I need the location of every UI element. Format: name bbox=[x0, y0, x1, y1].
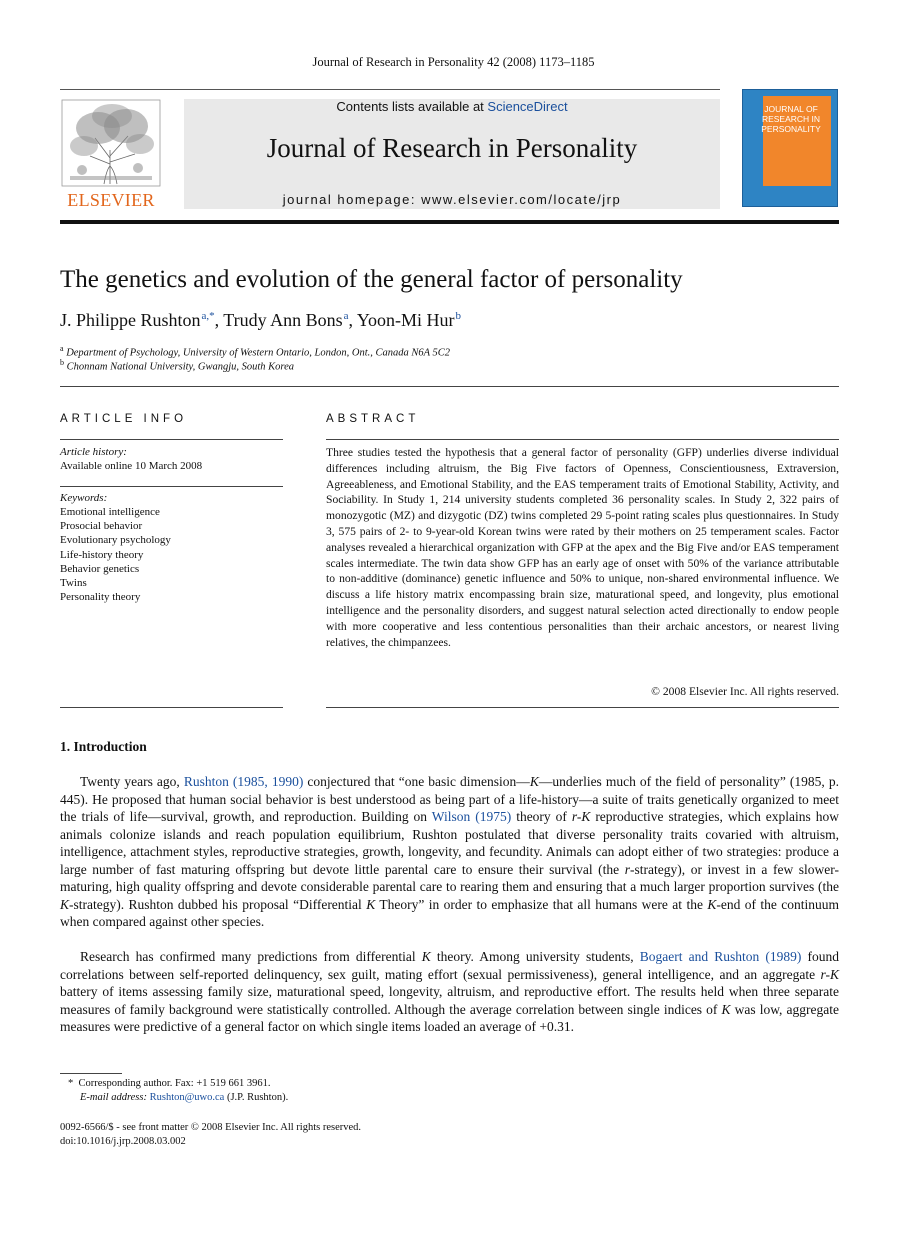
cover-line: JOURNAL OF bbox=[764, 104, 818, 114]
abstract-rule bbox=[326, 439, 839, 440]
affiliation: $^b$ Chonnam National University, Gwangju, South Korea bbox=[60, 358, 295, 373]
keyword-item: Emotional intelligence bbox=[60, 506, 160, 518]
journal-cover-thumbnail[interactable] bbox=[742, 89, 838, 207]
email-link[interactable]: Rushton@uwo.ca bbox=[149, 1092, 225, 1103]
keyword-item: Behavior genetics bbox=[60, 562, 140, 575]
contents-prefix: Contents lists available at bbox=[336, 99, 488, 114]
elsevier-wordmark: ELSEVIER bbox=[67, 190, 155, 210]
article-history-label: Article history: bbox=[60, 446, 127, 458]
article-title: The genetics and evolution of the general factor of personality bbox=[60, 266, 683, 293]
keywords-list bbox=[60, 505, 283, 604]
abstract-text: Three studies tested the hypothesis that a general factor of personality (GFP) underlies diverse individual differences including altruism, the Big Five factors of Openness, Conscientiousness, Extraversion, Agreeableness, and Emotional Stability, and the EAS temperament traits of Emotional Stability, Activity, and Sociability. In Study 1, 214 university students completed 36 personality scales. In Study 2, 322 pairs of monozygotic (MZ) and dizygotic (DZ) twins completed 29 5-point rating scales plus questionnaires. In Study 3, 575 pairs of 2- to 9-year-old Korean twins were rated by their mothers on 25 temperament scales. Factor analyses revealed a hierarchical organization with GFP at the apex and the Big Five and/or EAS temperament scales intermediate. The twin data show GFP has an early age of onset with 50% of the variance attributable to non-additive (dominance) genetic influence and 50% to unique, non-shared environmental influence. We discuss a life history matrix encompassing brain size, maturational speed, and longevity, plus emotional intelligence and the personality disorders, and suggest natural selection acted directionally to endow people with more cooperative and less contentious personalities than their archaic ancestors, or nearest living relatives, the chimpanzees. bbox=[326, 446, 839, 649]
cover-title bbox=[743, 104, 839, 134]
journal-name: Journal of Research in Personality bbox=[266, 133, 638, 163]
cover-line: PERSONALITY bbox=[761, 124, 821, 134]
cover-line: RESEARCH IN bbox=[761, 114, 821, 124]
contents-available-line bbox=[184, 99, 720, 114]
issn-line: 0092-6566/$ - see front matter © 2008 Elsevier Inc. All rights reserved. bbox=[60, 1122, 362, 1133]
keyword-item: Personality theory bbox=[60, 591, 141, 604]
keyword-item: Prosocial behavior bbox=[60, 520, 143, 533]
affiliation: $^a$ Department of Psychology, University of Western Ontario, London, Ont., Canada N6A 5C2 bbox=[60, 344, 451, 359]
running-head: Journal of Research in Personality 42 (2008) 1173–1185 bbox=[312, 55, 595, 69]
header-thick-rule bbox=[60, 220, 839, 224]
article-info-heading: ARTICLE INFO bbox=[60, 413, 188, 425]
article-history-value: Available online 10 March 2008 bbox=[60, 460, 203, 472]
keywords-label: Keywords: bbox=[60, 492, 108, 504]
sciencedirect-link[interactable]: ScienceDirect bbox=[487, 99, 568, 114]
author-affil-sup[interactable]: a,* bbox=[201, 310, 215, 322]
top-rule bbox=[60, 89, 720, 90]
article-info-rule bbox=[60, 439, 283, 440]
author-name[interactable]: J. Philippe Rushton bbox=[60, 310, 201, 330]
email-note: E-mail address: Rushton@uwo.ca (J.P. Rushton). bbox=[80, 1092, 289, 1103]
body-paragraph: Twenty years ago, Rushton (1985, 1990) conjectured that “one basic dimension—K—underlies much of the field of personality” (1985, p. 445). He proposed that human social behavior is best understood as being part of a life-history—a suite of traits genetically organized to meet the trials of life—survival, growth, and reproduction. Building on Wilson (1975) theory of r-K reproductive strategies, which explains how animals colonize islands and reach population equilibrium, Rushton postulated that diverse personality traits covaried with altruism, intelligence, attachment styles, reproductive strategies, growth, longevity, and fecundity. Animals can adopt either of two strategies: produce a large number of fast maturing offspring but devote little parental care to ensure their survival (the r-strategy), or invest in a few slower-maturing, high quality offspring and devote considerable parental care to rearing them and ensuring that a much larger proportion survives (the K-strategy). Rushton dubbed his proposal “Differential K Theory” in order to emphasize that all humans were at the K-end of the continuum when compared against other species. bbox=[60, 774, 840, 929]
citation-link[interactable]: Wilson (1975) bbox=[431, 809, 512, 824]
abstract-rule bbox=[326, 707, 839, 708]
author-name[interactable]: Trudy Ann Bons bbox=[223, 310, 343, 330]
keyword-item: Twins bbox=[60, 576, 87, 589]
citation-link[interactable]: Rushton (1985, 1990) bbox=[183, 774, 304, 789]
author-affil-sup[interactable]: a bbox=[343, 310, 349, 322]
affiliation-rule bbox=[60, 386, 839, 387]
doi-line[interactable]: doi:10.1016/j.jrp.2008.03.002 bbox=[60, 1136, 186, 1147]
keyword-item: Evolutionary psychology bbox=[60, 534, 171, 547]
article-info-rule bbox=[60, 707, 283, 708]
abstract-copyright: © 2008 Elsevier Inc. All rights reserved. bbox=[651, 685, 839, 698]
section-heading: 1. Introduction bbox=[60, 739, 147, 754]
keyword-item: Life-history theory bbox=[60, 548, 144, 561]
author-list: J. Philippe Rushton $^{a,*}$, Trudy Ann Bons $^a$, Yoon-Mi Hur $^b$ bbox=[60, 310, 461, 330]
footnote-rule bbox=[60, 1073, 122, 1074]
author-affil-sup[interactable]: b bbox=[455, 310, 461, 322]
journal-homepage-link[interactable]: journal homepage: www.elsevier.com/locate/jrp bbox=[282, 192, 622, 207]
body-paragraph: Research has confirmed many predictions from differential K theory. Among university students, Bogaert and Rushton (1989) found correlations between self-reported delinquency, sex guilt, mating effort (sexual permissiveness), general intelligence, and an aggregate r-K battery of items assessing family size, maturational speed, longevity, altruism, and reproductive effort. The results held when three separate measures of family background were statistically controlled. Although the average correlation between single indices of K was low, aggregate measures were predictive of a general factor on which single items loaded an average of +0.31. bbox=[60, 949, 839, 1034]
citation-link[interactable]: Bogaert and Rushton (1989) bbox=[639, 949, 802, 964]
abstract-heading: ABSTRACT bbox=[326, 413, 420, 425]
article-info-rule bbox=[60, 486, 283, 487]
corresponding-author-note: * Corresponding author. Fax: +1 519 661 3961. bbox=[68, 1078, 271, 1089]
author-name[interactable]: Yoon-Mi Hur bbox=[356, 310, 455, 330]
